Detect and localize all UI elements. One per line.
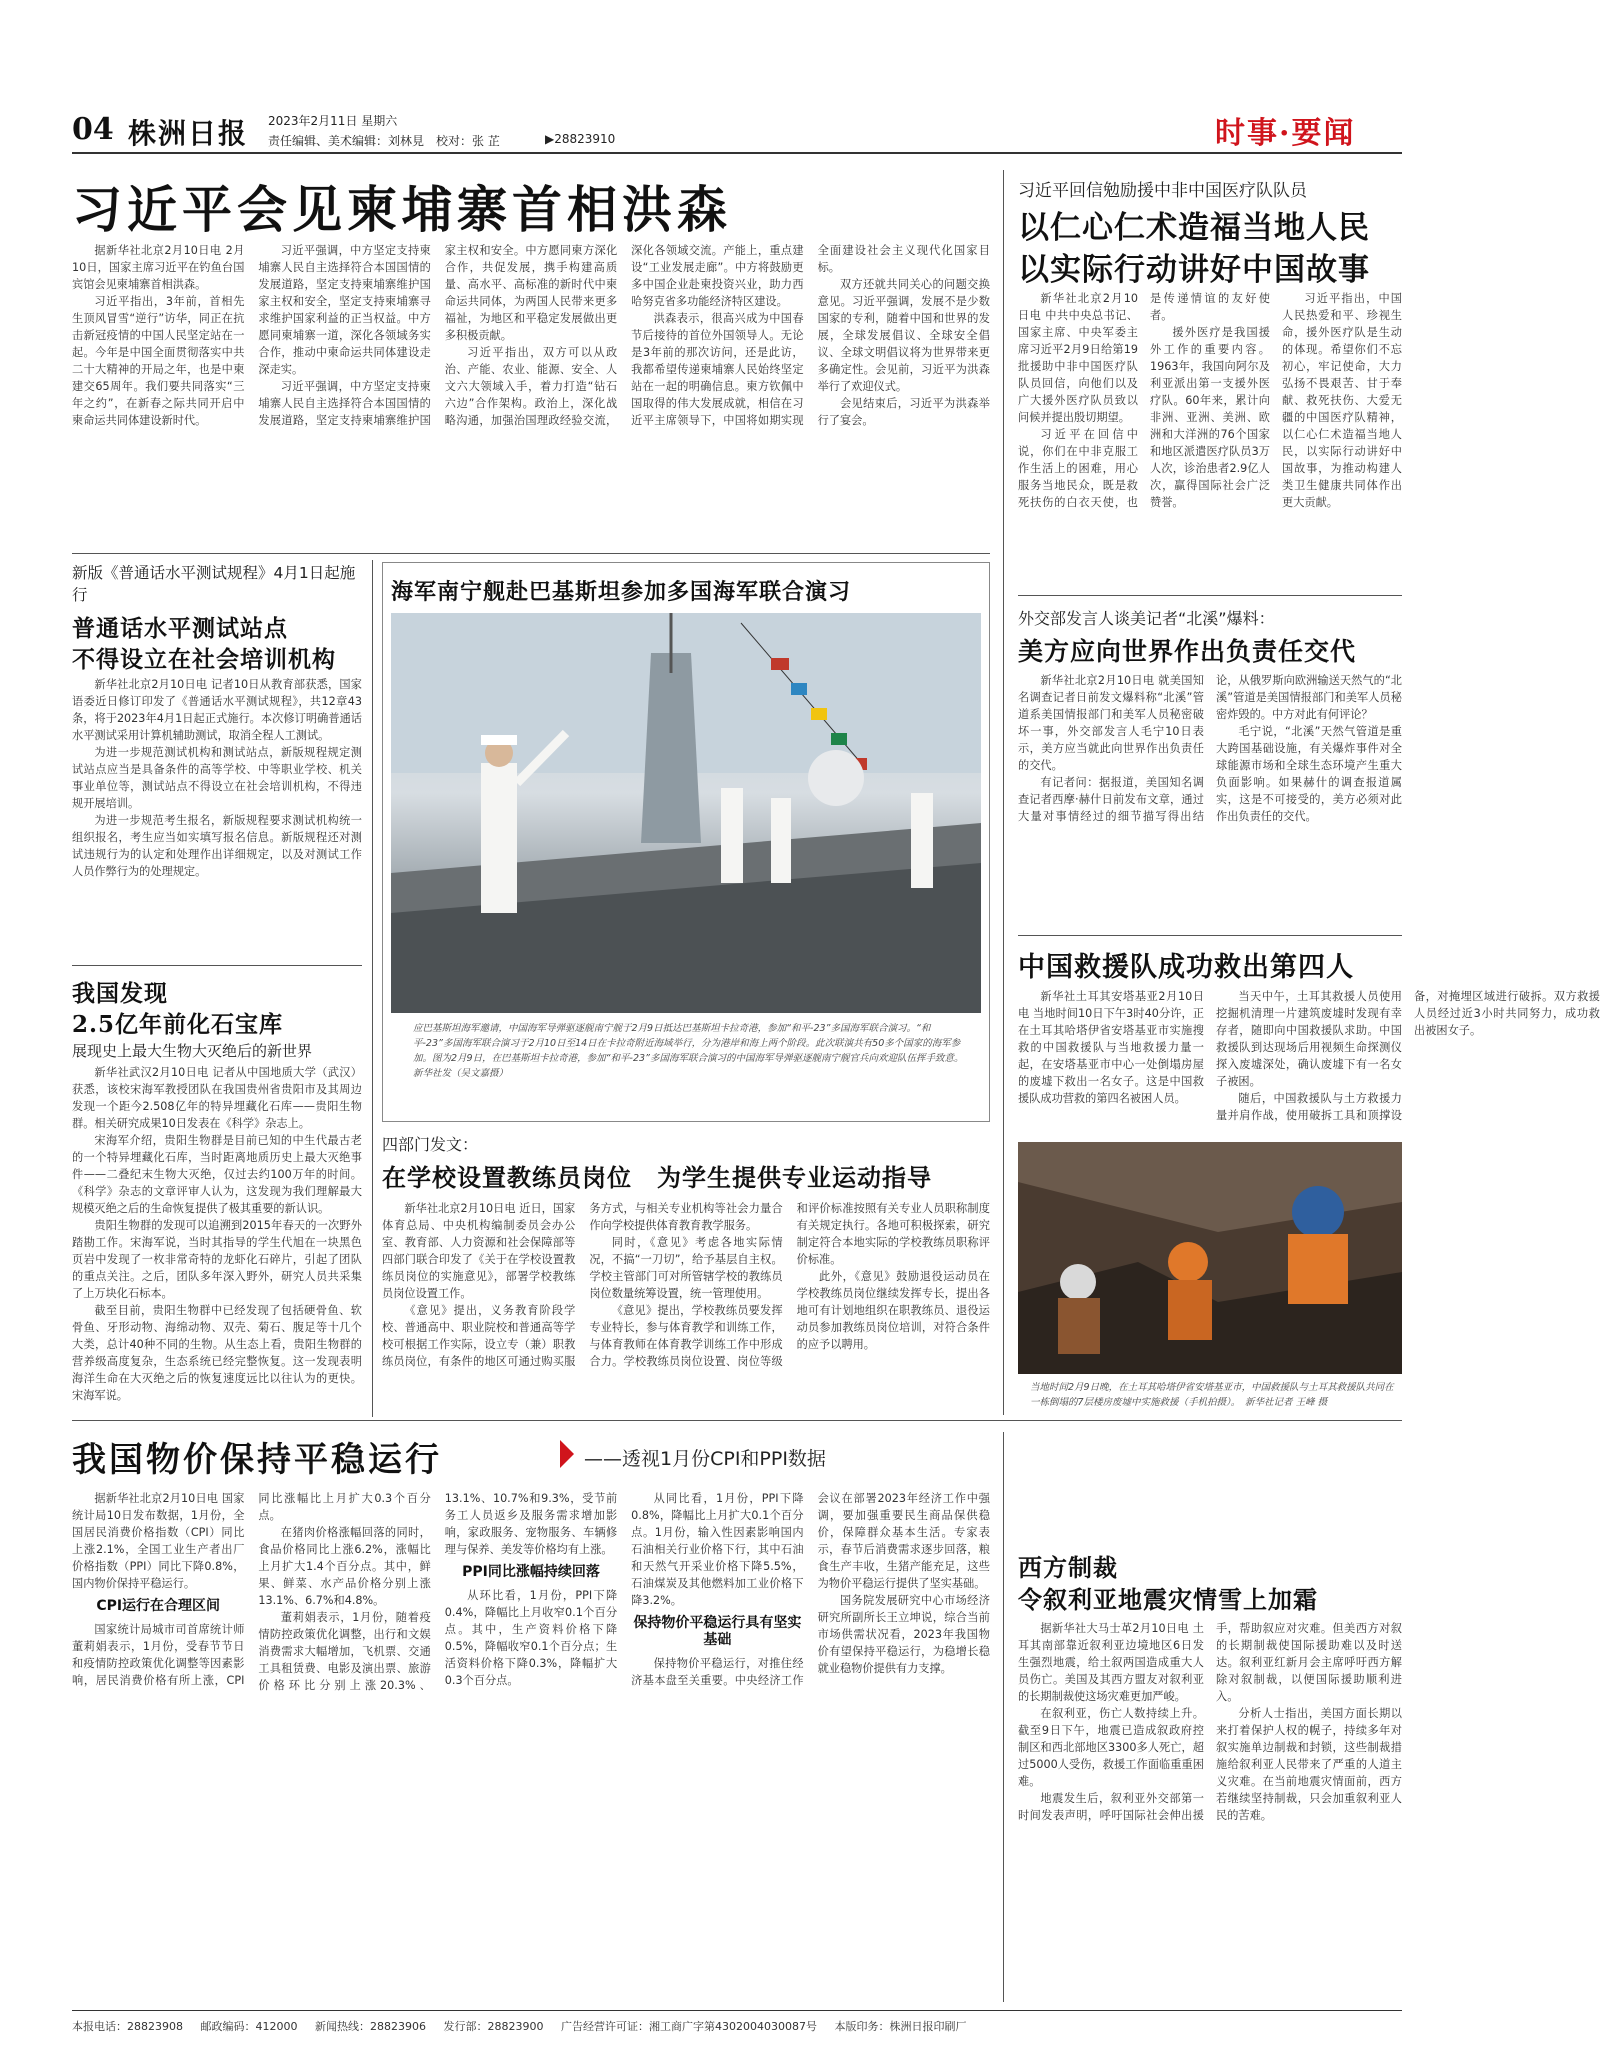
section-rule <box>72 965 362 966</box>
section-rule <box>72 553 990 554</box>
navy-illustration <box>391 613 981 1013</box>
footer-item: 本版印务：株洲日报印刷厂 <box>834 2020 967 2033</box>
paragraph: 为进一步规范考生报名，新版规程要求测试机构统一组织报名，考生应当如实填写报名信息。新版规程还对测试违规行为的认定和处理作出详细规定，以及对测试工作人员作弊行为的处理规定。 <box>72 814 362 878</box>
paragraph: 宋海军介绍，贵阳生物群是目前已知的中生代最古老的一个特异埋藏化石库，当时距离地质历史上最大灭绝事件——二叠纪末生物大灭绝，仅过去约100万年的时间。《科学》杂志的文章评审人认为，这发现为我们理解最大规模灭绝之后的生命恢复提供了极其重要的新认识。 <box>72 1134 362 1215</box>
lead-body <box>72 242 990 540</box>
paragraph: 随后，中国救援队与土方救援力量并肩作战，使用破拆工具和顶撑设备，对掩埋区域进行破拆。双方救援人员经过近3小时共同努力，成功救出被困女子。 <box>1216 990 1600 1122</box>
cpi-body <box>72 1490 990 2000</box>
fossil-subtitle: 展现史上最大生物大灭绝后的新世界 <box>72 1042 313 1060</box>
paragraph: 地震发生后，叙利亚外交部第一时间发表声明，呼吁国际社会伸出援手，帮助叙应对灾难。但美西方对叙的长期制裁使国际援助难以及时送达。叙利亚红新月会主席呼吁西方解除对叙制裁，以便国际援助顺利进入。 <box>1018 1622 1402 1822</box>
paragraph: 同时，《意见》考虑各地实际情况，不搞“一刀切”，给予基层自主权。学校主管部门可对所管辖学校的教练员岗位数量统筹设置，统一管理使用。 <box>589 1236 783 1300</box>
paragraph: 保持物价平稳运行，对推住经济基本盘至关重要。中央经济工作会议在部署2023年经济工作中强调，要加强重要民生商品保供稳价，保障群众基本生活。专家表示，春节后消费需求逐步回落，粮食生产丰收，生猪产能充足，这些为物价平稳运行提供了坚实基础。 <box>631 1492 990 1687</box>
cpi-subheading: CPI运行在合理区间 <box>96 1598 221 1614</box>
paragraph: 习近平在回信中说，你们在中非克服工作生活上的困难，用心服务当地民众，既是救死扶伤的白衣天使，也是传递情谊的友好使者。 <box>1018 292 1270 509</box>
footer-rule <box>72 2010 1402 2011</box>
paragraph: 洪森表示，很高兴成为中国春节后接待的首位外国领导人。无论是3年前的那次访问，还是此访，我都希望传递柬埔寨人民始终坚定站在一起的明确信息。柬方钦佩中国取得的伟大发展成就，相信在习近平主席领导下，中国将如期实现全面建设社会主义现代化国家目标。 <box>631 244 990 427</box>
medical-body <box>1018 290 1402 582</box>
putonghua-title-1: 普通话水平测试站点 <box>72 615 288 642</box>
editor-line: 责任编辑、美术编辑：刘林見 校对：张 芷 <box>268 134 500 148</box>
paragraph: 《意见》提出，义务教育阶段学校、普通高中、职业院校和普通高等学校可根据工作实际，设立专（兼）职教练员岗位，有条件的地区可通过购买服务方式，与相关专业机构等社会力量合作向学校提供体育教育教学服务。 <box>382 1202 783 1368</box>
cpi-subheading: 保持物价平稳运行具有坚实基础 <box>633 1615 802 1648</box>
rescue-photo <box>1018 1142 1402 1374</box>
navy-ship-photo <box>391 613 981 1013</box>
cpi-subtitle: ——透视1月份CPI和PPI数据 <box>584 1448 826 1470</box>
paragraph: 新华社北京2月10日电 记者10日从教育部获悉，国家语委近日修订印发了《普通话水平测试规程》，共12章43条，将于2023年4月1日起正式施行。本次修订明确普通话水平测试采用计算机辅助测试，取消全程人工测试。 <box>72 678 362 742</box>
paragraph: 当天中午，土耳其救援人员使用挖掘机清理一片建筑废墟时发现有幸存者，随即向中国救援队求助。中国救援队到达现场后用视频生命探测仪探入废墟深处，确认废墟下有一名女子被困。 <box>1216 990 1402 1088</box>
navy-caption: 应巴基斯坦海军邀请，中国海军导弹驱逐舰南宁舰于2月9日抵达巴基斯坦卡拉奇港，参加“和平-23”多国海军联合演习。“和平-23”多国海军联合演习于2月10日至14日在卡拉奇附近海域举行，分为港岸和海上两个阶段。此次联演共有50多个国家的海军参加。图为2月9日，在巴基斯坦卡拉奇港，参加“和平-23”多国海军联合演习的中国海军导弹驱逐舰南宁舰官兵向欢迎队伍挥手致意。 新华社发（吴文嘉摄） <box>413 1023 969 1079</box>
usa-title: 美方应向世界作出负责任交代 <box>1018 637 1357 666</box>
syria-title-1: 西方制裁 <box>1018 1553 1118 1582</box>
paragraph: 分析人士指出，美国方面长期以来打着保护人权的幌子，持续多年对叙实施单边制裁和封锁，这些制裁措施给叙利亚人民带来了严重的人道主义灾难。在当前地震灾情面前，西方若继续坚持制裁，只会加重叙利亚人民的苦难。 <box>1216 1707 1402 1822</box>
cpi-title: 我国物价保持平稳运行 <box>72 1440 442 1480</box>
rescue-illustration <box>1018 1142 1402 1374</box>
paragraph: 新华社北京2月10日电 近日，国家体育总局、中央机构编制委员会办公室、教育部、人力资源和社会保障部等四部门联合印发了《关于在学校设置教练员岗位的实施意见》，部署学校教练员岗位设置工作。 <box>382 1202 576 1300</box>
medical-title-1: 以仁心仁术造福当地人民 <box>1018 210 1370 246</box>
syria-title-2: 令叙利亚地震灾情雪上加霜 <box>1018 1585 1318 1614</box>
column-divider <box>1003 170 1004 1415</box>
column-divider <box>372 560 373 1417</box>
column-divider <box>1003 1432 1004 2002</box>
paragraph: 据新华社大马士革2月10日电 土耳其南部靠近叙利亚边境地区6日发生强烈地震，给土叙两国造成重大人员伤亡。美国及其西方盟友对叙利亚的长期制裁使这场灾难更加严峻。 <box>1018 1622 1204 1703</box>
fossil-title-2: 2.5亿年前化石宝库 <box>72 1011 284 1038</box>
date-line: 2023年2月11日 星期六 <box>268 114 398 128</box>
paragraph: 毛宁说，“北溪”天然气管道是重大跨国基础设施，有关爆炸事件对全球能源市场和全球生态环境产生重大负面影响。如果赫什的调查报道属实，这是不可接受的，美方必须对此作出负责任的交代。 <box>1216 725 1402 823</box>
paragraph: 新华社北京2月10日电 就美国知名调查记者日前发文爆料称“北溪”管道系美国情报部门和美军人员秘密破坏一事，外交部发言人毛宁10日表示，美方应当就此向世界作出负责任的交代。 <box>1018 674 1204 772</box>
paragraph: 习近平强调，中方坚定支持柬埔寨人民自主选择符合本国国情的发展道路，坚定支持柬埔寨维护国家主权和安全。中方愿同柬方深化合作，共促发展，携手构建高质量、高水平、高标准的新时代中柬命运共同体，为两国人民带来更多福祉，为地区和平稳定发展做出更多积极贡献。 <box>258 244 618 427</box>
paragraph: 据新华社北京2月10日电 国家统计局10日发布数据，1月份，全国居民消费价格指数（CPI）同比上涨2.1%，全国工业生产者出厂价格指数（PPI）同比下降0.8%，国内物价保持平稳运行。 <box>72 1492 245 1590</box>
paragraph: 《意见》提出，学校教练员要发挥专业特长，参与体育教学和训练工作，与体育教师在体育教学训练工作中形成合力。学校教练员岗位设置、岗位等级和评价标准按照有关专业人员职称制度有关规定执行。各地可积极探索，研究制定符合本地实际的学校教练员职称评价标准。 <box>589 1202 990 1368</box>
paragraph: 有记者问：据报道，美国知名调查记者西摩·赫什日前发布文章，通过大量对事情经过的细节描写得出结论，从俄罗斯向欧洲输送天然气的“北溪”管道是美国情报部门和美军人员秘密炸毁的。中方对此有何评论？ <box>1018 674 1402 823</box>
footer-item: 邮政编码：412000 <box>200 2020 298 2033</box>
paragraph: 在猪肉价格涨幅回落的同时，食品价格同比上涨6.2%，涨幅比上月扩大1.4个百分点。其中，鲜果、鲜菜、水产品价格分别上涨13.1%、6.7%和4.8%。 <box>258 1526 431 1607</box>
page-number: 04 <box>72 112 114 147</box>
paragraph: 国家统计局城市司首席统计师董莉娟表示，1月份，受春节节日和疫情防控政策优化调整等因素影响，居民消费价格有所上涨，CPI同比涨幅比上月扩大0.3个百分点。 <box>72 1492 431 1687</box>
masthead-rule <box>72 152 1402 154</box>
paragraph: 在叙利亚，伤亡人数持续上升。截至9日下午，地震已造成叙政府控制区和西北部地区3300多人死亡，超过5000人受伤，救援工作面临重重困难。 <box>1018 1707 1204 1788</box>
rescue-caption: 当地时间2月9日晚，在土耳其哈塔伊省安塔基亚市，中国救援队与土耳其救援队共同在一栋倒塌的7层楼房废墟中实施救援（手机拍摄）。 新华社记者 王峰 摄 <box>1030 1382 1394 1408</box>
paragraph: 新华社北京2月10日电 中共中央总书记、国家主席、中央军委主席习近平2月9日给第19批援助中非中国医疗队队员回信，向他们以及广大援外医疗队员致以问候并提出殷切期望。 <box>1018 292 1138 424</box>
pe-title: 在学校设置教练员岗位 为学生提供专业运动指导 <box>382 1163 932 1192</box>
navy-title: 海军南宁舰赴巴基斯坦参加多国海军联合演习 <box>391 579 852 605</box>
paragraph: 习近平指出，双方可以从政治、产能、农业、能源、安全、人文六大领域入手，着力打造“钻石六边”合作架构。政治上，深化战略沟通，加强治国理政经验交流，深化各领域交流。产能上，重点建设“工业发展走廊”。中方将鼓励更多中国企业赴柬投资兴业，助力西哈努克省多功能经济特区建设。 <box>444 244 804 427</box>
paragraph: 双方还就共同关心的问题交换意见。习近平强调，发展不是少数国家的专利，随着中国和世界的发展，全球发展倡议、全球安全倡议、全球文明倡议将为世界带来更多确定性。会见前，习近平为洪森举行了欢迎仪式。 <box>817 278 990 393</box>
paragraph: 新华社土耳其安塔基亚2月10日电 当地时间10日下午3时40分许，正在土耳其哈塔伊省安塔基亚市实施搜救的中国救援队与当地救援力量一起，在安塔基亚市中心一处倒塌房屋的废墟下救出一名女子。这是中国救援队成功营救的第四名被困人员。 <box>1018 990 1204 1105</box>
usa-body <box>1018 672 1402 927</box>
section-name: 时事·要闻 <box>1215 116 1356 151</box>
cpi-subheading: PPI同比涨幅持续回落 <box>462 1564 600 1580</box>
paragraph: 习近平指出，中国人民热爱和平、珍视生命，援外医疗队是生动的体现。希望你们不忘初心，牢记使命，大力弘扬不畏艰苦、甘于奉献、救死扶伤、大爱无疆的中国医疗队精神，以仁心仁术造福当地人民，以实际行动讲好中国故事，为推动构建人类卫生健康共同体作出更大贡献。 <box>1282 292 1402 509</box>
paragraph: 从同比看，1月份，PPI下降0.8%，降幅比上月扩大0.1个百分点。1月份，输入性因素影响国内石油相关行业价格下行，其中石油和天然气开采业价格下降5.5%，石油煤炭及其他燃料加工业价格下降3.2%。 <box>631 1492 804 1607</box>
paragraph: 此外，《意见》鼓励退役运动员在学校教练员岗位继续发挥专长，提出各地可有计划地组织在职教练员、退役运动员参加教练员岗位培训，对符合条件的应予以聘用。 <box>796 1270 990 1351</box>
paragraph: 习近平强调，中方坚定支持柬埔寨人民自主选择符合本国国情的发展道路，坚定支持柬埔寨维护国家主权和安全，坚定支持柬埔寨寻求维护国家利益的正当权益。中方愿同柬埔寨一道，深化各领域务实合作，推动中柬命运共同体建设走深走实。 <box>258 244 431 376</box>
paragraph: 截至目前，贵阳生物群中已经发现了包括硬骨鱼、软骨鱼、牙形动物、海绵动物、双壳、菊石、腹足等十几个大类，总计40种不同的生物。从生态上看，贵阳生物群的营养级高度复杂，生态系统已经完整恢复。这一发现表明海洋生命在大灭绝之后的恢复速度远比以往认为的更快。宋海军说。 <box>72 1304 362 1402</box>
masthead <box>0 0 1475 150</box>
fossil-title-1: 我国发现 <box>72 980 168 1007</box>
paper-logo: 株洲日报 <box>128 117 249 150</box>
paragraph: 习近平指出，3年前，首相先生顶风冒雪“逆行”访华，同正在抗击新冠疫情的中国人民坚定站在一起。今年是中国全面贯彻落实中共二十大精神的开局之年，也是中柬建交65周年。我们要共同落实“三年之约”，在新春之际共同开启中柬命运共同体建设新时代。 <box>72 295 245 427</box>
section-rule <box>1018 595 1402 596</box>
section-rule <box>1018 935 1402 936</box>
section-rule <box>72 1420 1402 1421</box>
putonghua-kicker: 新版《普通话水平测试规程》4月1日起施行 <box>72 564 356 604</box>
paragraph: 从环比看，1月份，PPI下降0.4%，降幅比上月收窄0.1个百分点。其中，生产资料价格下降0.5%，降幅收窄0.1个百分点；生活资料价格下降0.3%，降幅扩大0.3个百分点。 <box>444 1589 618 1687</box>
paragraph: 会见结束后，习近平为洪森举行了宴会。 <box>817 397 990 427</box>
medical-title-2: 以实际行动讲好中国故事 <box>1018 252 1370 288</box>
paragraph: 新华社武汉2月10日电 记者从中国地质大学（武汉）获悉，该校宋海军教授团队在我国贵州省贵阳市及其周边发现一个距今2.508亿年的特异埋藏化石库——贵阳生物群。相关研究成果10日发表在《科学》杂志上。 <box>72 1066 362 1130</box>
usa-kicker: 外交部发言人谈美记者“北溪”爆料： <box>1018 609 1275 628</box>
footer-item: 广告经营许可证：湘工商广字第4302004030087号 <box>561 2020 817 2033</box>
paragraph: 董莉娟表示，1月份，随着疫情防控政策优化调整，出行和文娱消费需求大幅增加，飞机票、交通工具租赁费、电影及演出票、旅游价格环比分别上涨20.3%、13.1%、10.7%和9.3%，受节前务工人员返乡及服务需求增加影响，家政服务、宠物服务、车辆修理与保养、美发等价格均有上涨。 <box>258 1492 618 1692</box>
rescue-title: 中国救援队成功救出第四人 <box>1018 952 1354 983</box>
cpi-title-marker <box>560 1440 574 1468</box>
pe-kicker: 四部门发文： <box>382 1135 479 1154</box>
paragraph: 为进一步规范测试机构和测试站点，新版规程规定测试站点应当是具备条件的高等学校、中等职业学校、机关事业单位等，测试站点不得设立在社会培训机构，不得违规开展培训。 <box>72 746 362 810</box>
footer-item: 本报电话：28823908 <box>72 2020 183 2033</box>
medical-kicker: 习近平回信勉励援中非中国医疗队队员 <box>1018 181 1307 201</box>
putonghua-title-2: 不得设立在社会培训机构 <box>72 646 336 673</box>
putonghua-body <box>72 676 362 959</box>
paragraph: 据新华社北京2月10日电 2月10日，国家主席习近平在钓鱼台国宾馆会见柬埔寨首相洪森。 <box>72 244 245 291</box>
paragraph: 援外医疗是我国援外工作的重要内容。1963年，我国向阿尔及利亚派出第一支援外医疗队。60年来，累计向非洲、亚洲、美洲、欧洲和大洋洲的76个国家和地区派遣医疗队员3万人次，诊治患者2.9亿人次，赢得国际社会广泛赞誉。 <box>1150 326 1270 509</box>
rescue-body <box>1018 988 1600 1136</box>
navy-photo-frame <box>382 562 990 1122</box>
syria-body <box>1018 1620 1402 2000</box>
fossil-body <box>72 1064 362 1412</box>
paragraph: 国务院发展研究中心市场经济研究所副所长王立坤说，综合当前市场供需状况看，2023年我国物价有望保持平稳运行，为稳增长稳就业稳物价提供有力支撑。 <box>817 1594 990 1675</box>
lead-headline: 习近平会见柬埔寨首相洪森 <box>72 180 732 239</box>
footer-item: 新闻热线：28823906 <box>315 2020 426 2033</box>
footer-item: 发行部：28823900 <box>443 2020 544 2033</box>
pe-body <box>382 1200 990 1410</box>
phone-number: ▶28823910 <box>545 132 616 146</box>
footer <box>72 2018 1402 2034</box>
paragraph: 贵阳生物群的发现可以追溯到2015年春天的一次野外踏勘工作。宋海军说，当时其指导的学生代旭在一块黑色页岩中发现了一枚非常奇特的龙虾化石碎片，引起了团队的重点关注。之后，团队多年深入野外，研究人员共采集了上万块化石标本。 <box>72 1219 362 1300</box>
